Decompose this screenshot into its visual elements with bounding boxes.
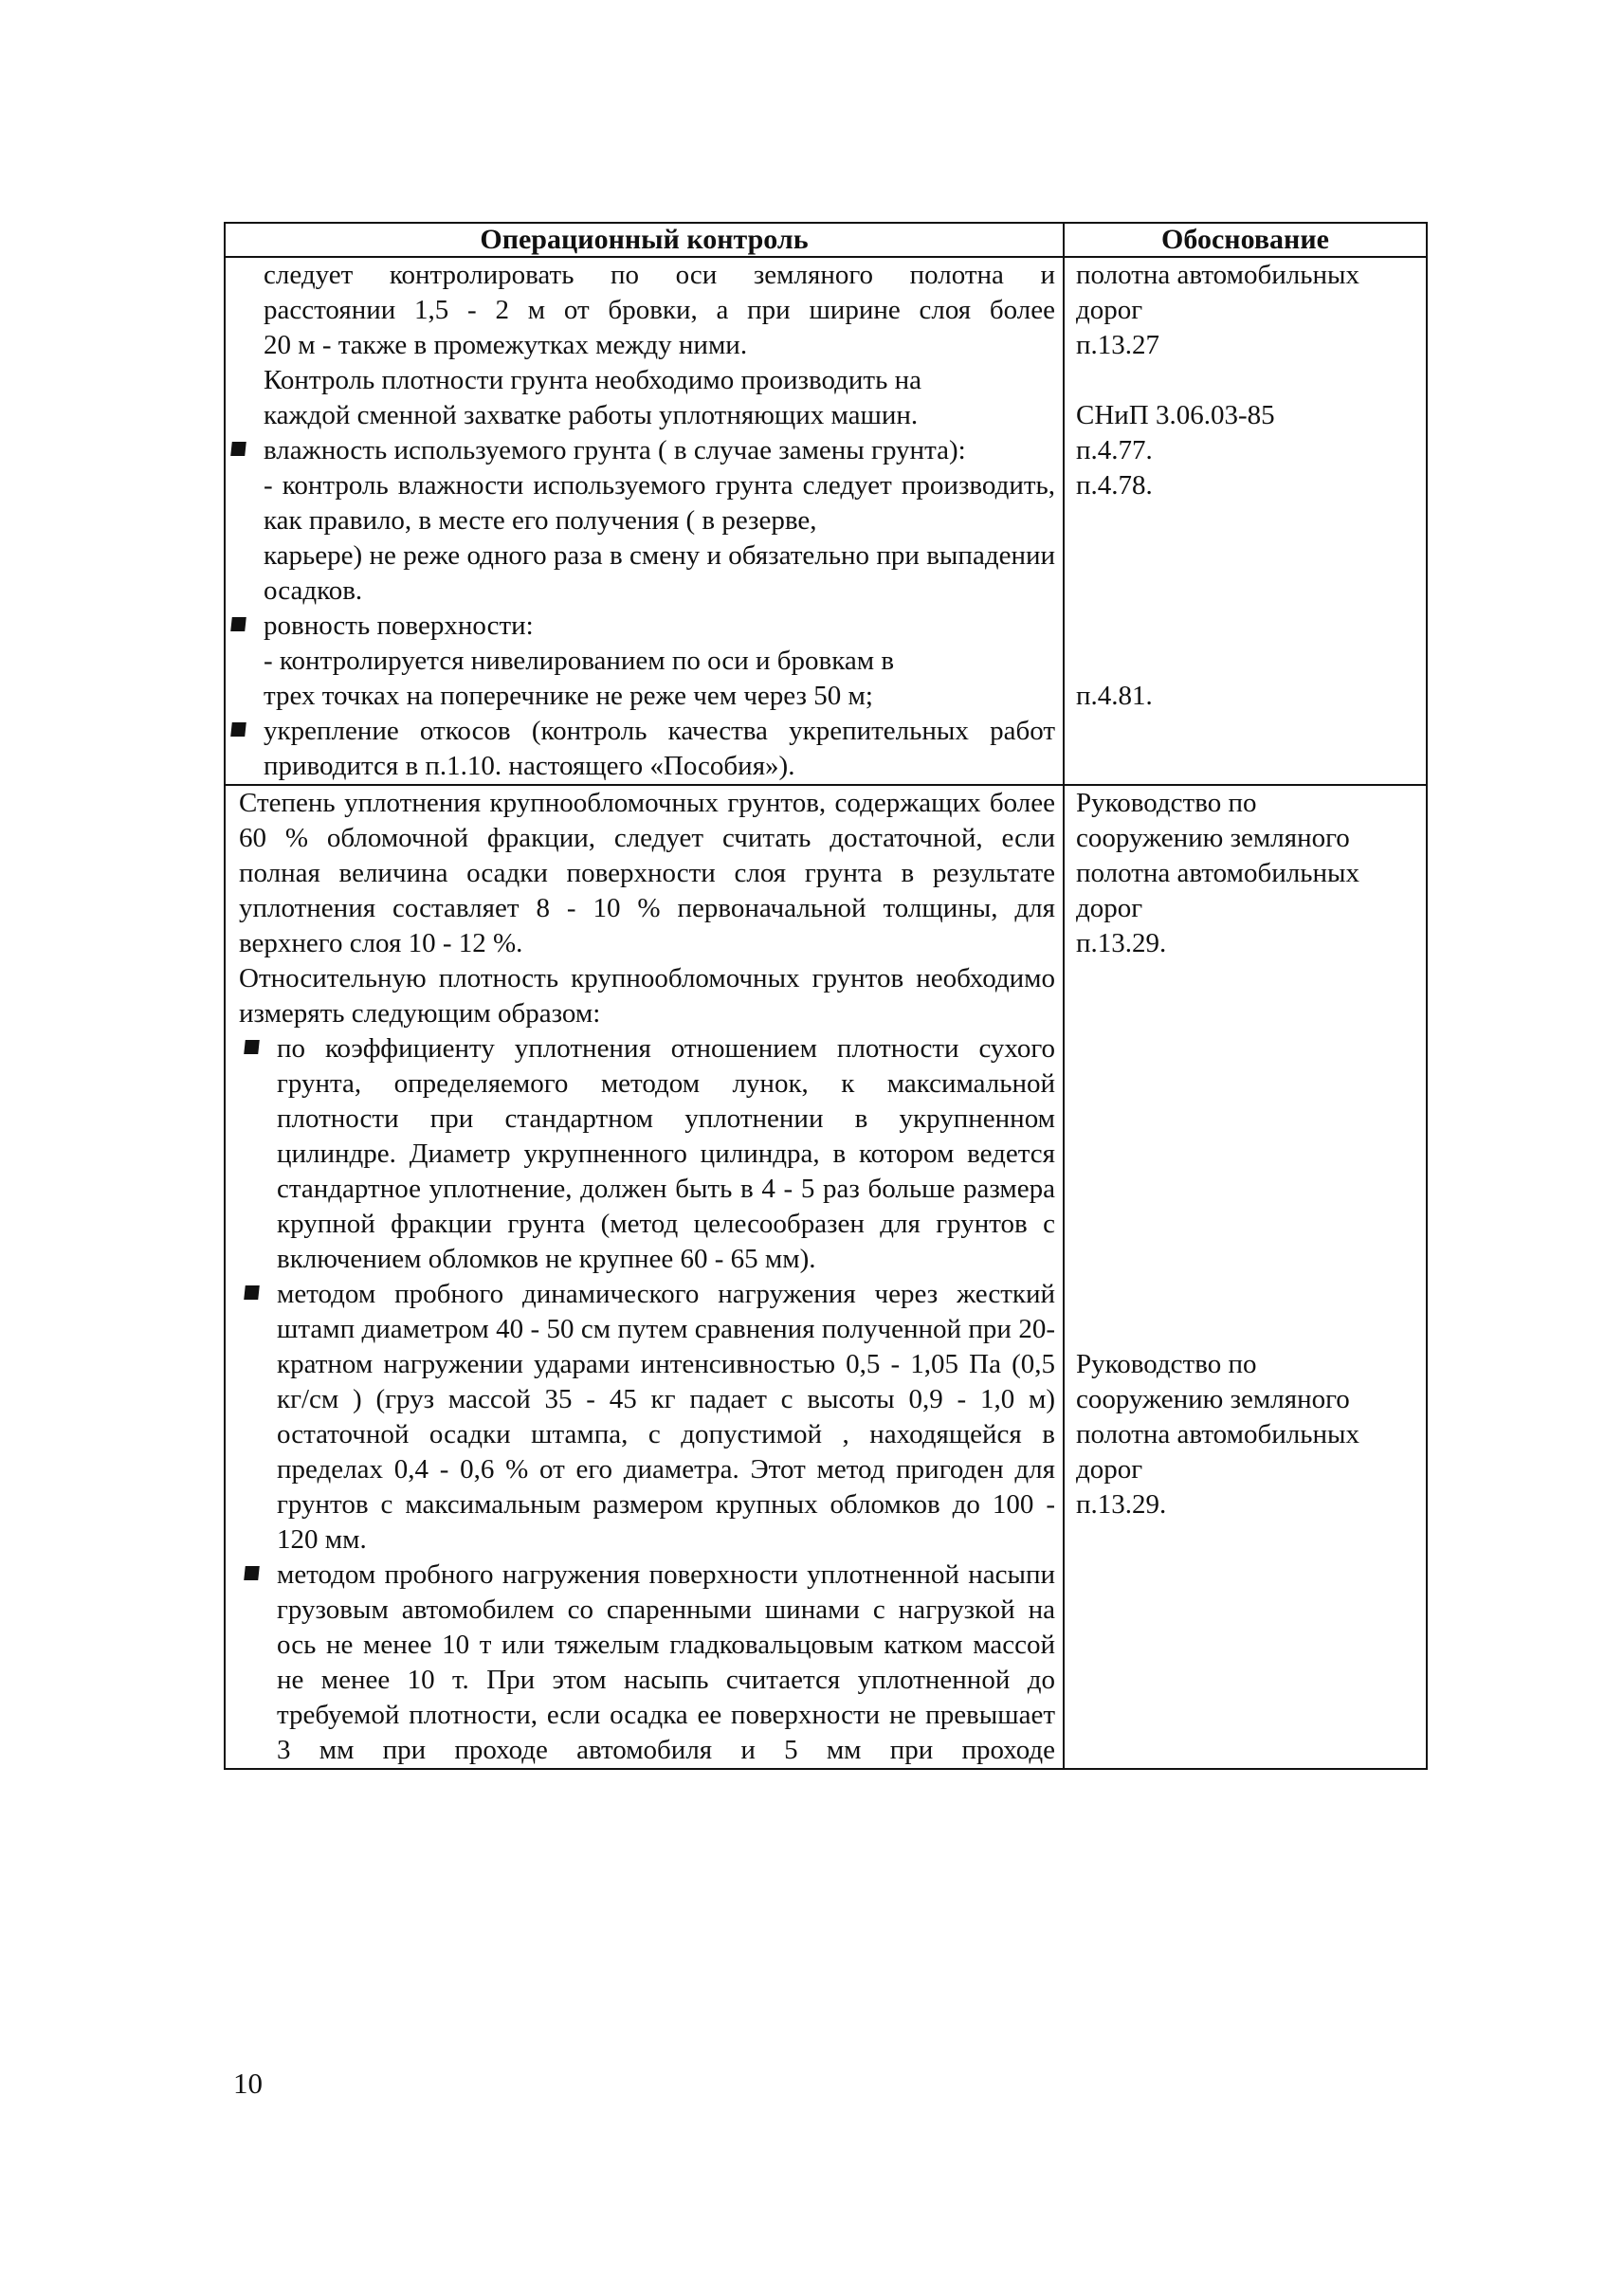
page-number: 10 [233,2067,263,2100]
basis-line: п.4.81. [1076,681,1153,711]
text-paragraph: карьере) не реже одного раза в смену и обязательно при выпадении осадков. [264,540,1055,606]
table-row [225,785,1427,1769]
square-bullet-icon [230,617,246,631]
basis-line: п.4.78. [1076,470,1153,501]
text-paragraph: Относительную плотность крупнообломочных грунтов необходимо измерять следующим образом: [239,963,1055,1029]
basis-line: дорог [1076,1454,1143,1485]
basis-line: СНиП 3.06.03-85 [1076,400,1275,430]
basis-line: п.4.77. [1076,435,1153,465]
row2-basis-cell [1064,785,1427,1769]
text-line: каждой сменной захватке работы уплотняющих машин. [264,400,919,430]
text-line: 20 м - также в промежутках между ними. [264,330,748,360]
list-item [226,714,1055,784]
basis-line: сооружению земляного [1076,823,1350,853]
list-item [226,433,1055,468]
header-control: Операционный контроль [225,223,1064,257]
basis-line: п.13.29. [1076,928,1167,958]
row1-basis-cell [1064,257,1427,785]
list-item [239,1558,1055,1768]
basis-line: дорог [1076,295,1143,325]
list-item [239,1277,1055,1558]
list-item-text: методом пробного динамического нагружения через жесткий штамп диаметром 40 - 50 см путем сравнения полученной при 20-кратном нагружении ударами интенсивностью 0,5 - 1,05 Па (0,5 кг/см ) (груз массой 35 - 45 кг падает с высоты 0,9 - 1,0 м) остаточной осадки штампа, с допустимой , находящейся в пределах 0,4 - 0,6 % от его диаметра. Этот метод пригоден для грунтов с максимальным размером крупных обломков до 100 - 120 мм. [277,1279,1055,1555]
basis-line: п.13.29. [1076,1489,1167,1520]
text-paragraph: - контроль влажности используемого грунта следует производить, как правило, в месте его получения ( в резерве, [264,470,1055,536]
text-line: - контролируется нивелированием по оси и бровкам в [264,646,895,676]
list-item [239,1031,1055,1277]
text-line: трех точках на поперечнике не реже чем через 50 м; [264,681,873,711]
list-item [226,609,1055,644]
text-paragraph: Степень уплотнения крупнообломочных грунтов, содержащих более 60 % обломочной фракции, следует считать достаточной, если полная величина осадки поверхности слоя грунта в результате уплотнения составляет 8 - 10 % первоначальной толщины, для верхнего слоя 10 - 12 %. [239,788,1055,958]
basis-line: сооружению земляного [1076,1384,1350,1414]
square-bullet-icon [244,1285,260,1300]
square-bullet-icon [230,722,246,737]
list-item-text: методом пробного нагружения поверхности уплотненной насыпи грузовым автомобилем со спаренными шинами с нагрузкой на ось не менее 10 т или тяжелым гладковальцовым катком массой не менее 10 т. При этом насыпь считается уплотненной до требуемой плотности, если осадка ее поверхности не превышает 3 мм при проходе автомобиля и 5 мм при проходе [277,1559,1055,1765]
basis-line: полотна автомобильных [1076,858,1359,888]
basis-line: полотна автомобильных [1076,260,1359,290]
square-bullet-icon [230,442,246,456]
list-item-text: влажность используемого грунта ( в случае замены грунта): [264,435,966,465]
row1-control-cell [225,257,1064,785]
header-basis: Обоснование [1064,223,1427,257]
basis-line: п.13.27 [1076,330,1160,360]
square-bullet-icon [244,1040,260,1054]
list-item-text: по коэффициенту уплотнения отношением плотности сухого грунта, определяемого методом лунок, к максимальной плотности при стандартном уплотнении в укрупненном цилиндре. Диаметр укрупненного цилиндра, в котором ведется стандартное уплотнение, должен быть в 4 - 5 раз больше размера крупной фракции грунта (метод целесообразен для грунтов с включением обломков не крупнее 60 - 65 мм). [277,1033,1055,1274]
basis-line: дорог [1076,893,1143,923]
square-bullet-icon [244,1566,260,1580]
list-item-text: ровность поверхности: [264,610,534,641]
text-line: следует контролировать по оси земляного полотна и [264,260,1055,290]
table-row [225,257,1427,785]
list-item-text: укрепление откосов (контроль качества укрепительных работ приводится в п.1.10. настоящего «Пособия»). [264,716,1055,781]
basis-line: Руководство по [1076,788,1257,818]
control-table [224,222,1428,1770]
text-line: Контроль плотности грунта необходимо производить на [264,365,921,395]
table-header-row [225,223,1427,257]
row2-control-cell [225,785,1064,1769]
text-line: расстоянии 1,5 - 2 м от бровки, а при ширине слоя более [264,295,1055,325]
basis-line: Руководство по [1076,1349,1257,1379]
basis-line: полотна автомобильных [1076,1419,1359,1449]
